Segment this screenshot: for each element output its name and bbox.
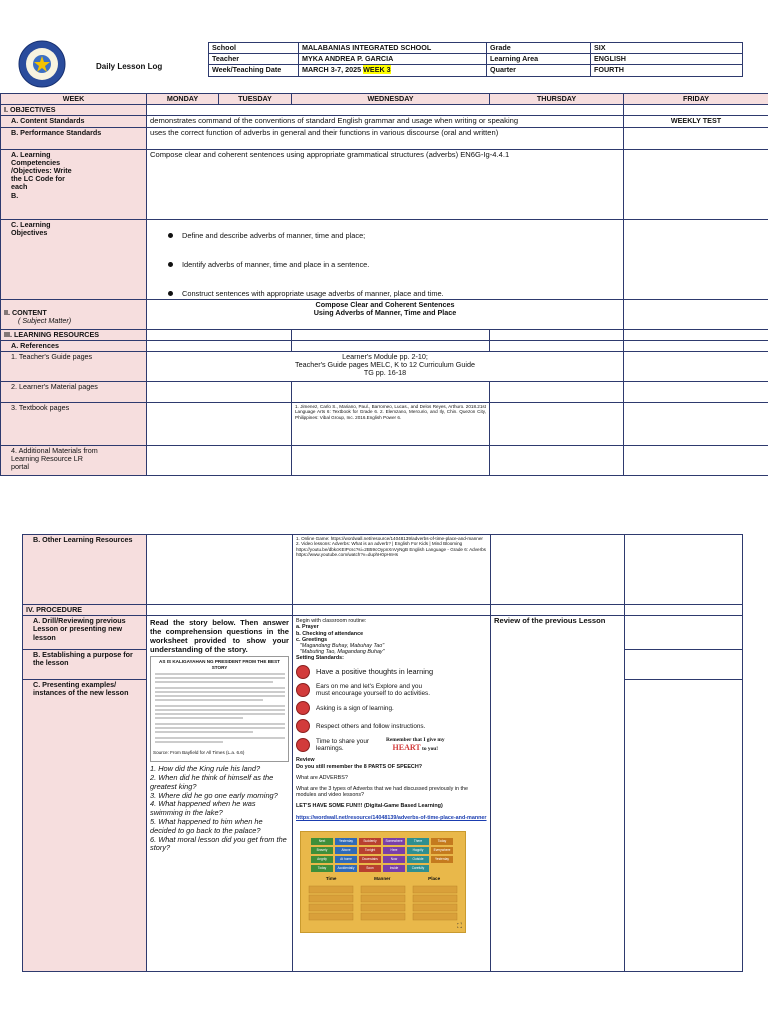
competencies-label-text: A. Learning Competencies /Objectives: Write the LC Code for each — [11, 149, 72, 192]
standard-text: Asking is a sign of learning. — [316, 704, 394, 712]
date-range: MARCH 3-7, 2025 — [302, 65, 362, 75]
additional-label-text: 4. Additional Materials from Learning Resource LR portal — [11, 446, 98, 472]
red-bullet-icon — [296, 683, 310, 697]
school-label: School — [209, 43, 299, 54]
routine-a: a. Prayer — [296, 624, 319, 631]
game-word-tile[interactable]: Next — [311, 838, 333, 845]
story-title: AS IS KALIGAYAHAN NG PRESIDENT FROM THE BEST STORY — [159, 659, 280, 670]
game-word-tile[interactable]: Here — [383, 847, 405, 854]
col-monday: MONDAY — [147, 94, 219, 105]
game-word-tile[interactable]: Inside — [383, 865, 405, 872]
textbook-label: 3. Textbook pages — [1, 403, 147, 446]
learning-objectives — [147, 219, 624, 299]
weekly-test: WEEKLY TEST — [624, 116, 768, 127]
tg-label-text: 1. Teacher's Guide pages — [11, 352, 93, 362]
three-types: What are the 3 types of Adverbs that we had discussed previously in the modules and video lessons? — [296, 786, 468, 799]
col-tuesday: TUESDAY — [219, 94, 292, 105]
to-you: to you! — [422, 746, 439, 753]
lm-label-text: 2. Learner's Material pages — [11, 382, 98, 392]
game-word-tile[interactable]: Happily — [407, 847, 429, 854]
game-word-tile[interactable]: Everywhere — [431, 847, 453, 854]
content-sub: ( Subject Matter) — [18, 315, 72, 325]
heart-note — [386, 737, 445, 753]
deped-seal — [18, 40, 66, 88]
col-friday: FRIDAY — [624, 94, 768, 105]
question-item: 2. When did he think of himself as the greatest king? — [150, 773, 274, 791]
grade-label: Grade — [487, 43, 591, 54]
drill-label: A. Drill/Reviewing previous Lesson or presenting new lesson — [23, 616, 147, 650]
objective-item: Identify adverbs of manner, time and place in a sentence. — [168, 260, 620, 269]
standard-text: Time to share your learnings. — [316, 738, 370, 753]
header-table — [208, 42, 743, 77]
competencies-label — [1, 149, 147, 219]
red-bullet-icon — [296, 701, 310, 715]
story-image — [150, 656, 289, 762]
references-label: A. References — [1, 340, 147, 351]
question-item: 3. Where did he go one early morning? — [150, 790, 278, 800]
objective-item: Construct sentences with appropriate usage adverbs of manner, place and time. — [168, 289, 620, 298]
standard-text: Ears on me and let's Explore and you must encourage yourself to do activities. — [316, 682, 431, 698]
question-item: 1. How did the King rule his land? — [150, 764, 261, 774]
teacher-value: MYKA ANDREA P. GARCIA — [299, 54, 487, 65]
learning-area-label: Learning Area — [487, 54, 591, 65]
monday-activity — [147, 616, 293, 972]
standard-item — [296, 719, 487, 733]
standard-item — [296, 665, 487, 679]
competencies-b: B. — [11, 190, 19, 200]
routine-b: b. Checking of attendance — [296, 630, 364, 637]
game-link-wrap — [296, 815, 487, 821]
week-label: Week/Teaching Date — [209, 65, 299, 76]
game-word-tile[interactable]: Yesterday — [335, 838, 357, 845]
standard-item — [296, 701, 487, 715]
red-bullet-icon — [296, 738, 310, 752]
game-word-tile[interactable]: Somewhere — [383, 838, 405, 845]
lm-label — [1, 382, 147, 403]
game-word-tile[interactable]: There — [407, 838, 429, 845]
week-highlight: WEEK 3 — [363, 65, 391, 75]
other-resources-label: B. Other Learning Resources — [23, 535, 147, 605]
game-columns — [307, 876, 459, 881]
game-word-tile[interactable]: Now — [383, 856, 405, 863]
tg-label — [1, 352, 147, 382]
monday-intro: Read the story below. Then answer the comprehension questions in the worksheet provided to show your understanding of the story. — [150, 618, 289, 655]
learning-objectives-label-text: C. Learning Objectives — [11, 219, 51, 237]
questions-list — [150, 765, 289, 853]
additional-label — [1, 446, 147, 476]
standard-text: Respect others and follow instructions. — [316, 722, 426, 730]
game-word-tile[interactable]: Angrily — [311, 856, 333, 863]
greet2: "Mabuting Tao, Magandang Buhay" — [300, 649, 385, 656]
lesson-table-page2 — [22, 534, 743, 972]
game-word-tile[interactable]: Today — [431, 838, 453, 845]
standard-item — [296, 737, 487, 753]
tg-line1: Learner's Module pp. 2-10; — [342, 352, 428, 362]
content-standards-text: demonstrates command of the conventions of standard English grammar and usage when writing or speaking — [147, 116, 624, 127]
red-bullet-icon — [296, 665, 310, 679]
wednesday-activity — [293, 616, 491, 972]
game-word-tile[interactable]: At home — [335, 856, 357, 863]
school-value: MALABANIAS INTEGRATED SCHOOL — [299, 43, 487, 54]
fullscreen-icon[interactable]: ⛶ — [457, 922, 462, 930]
week-value — [299, 65, 487, 76]
question-item: 4. What happened when he was swimming in the lake? — [150, 799, 256, 818]
game-word-tile[interactable]: Carefully — [407, 865, 429, 872]
col-thursday: THURSDAY — [490, 94, 624, 105]
tg-line2: Teacher's Guide pages MELC, K to 12 Curriculum Guide — [295, 360, 475, 370]
game-drop-slots — [307, 884, 459, 928]
review-heading: Review — [296, 757, 315, 764]
remember-note: Remember that I give my — [386, 737, 445, 744]
tg-text — [147, 352, 624, 382]
question-item: 5. What happened to him when he decided to go back to the palace? — [150, 816, 263, 835]
procedure-label: IV. PROCEDURE — [23, 605, 147, 616]
game-word-tile[interactable]: Yesterday — [431, 856, 453, 863]
content-label: II. CONTENT — [4, 307, 47, 317]
teacher-label: Teacher — [209, 54, 299, 65]
competencies-text: Compose clear and coherent sentences using appropriate grammatical structures (adverbs) EN6G-Ig-4.4.1 — [147, 149, 624, 219]
routine-c: c. Greetings — [296, 636, 328, 643]
game-word-tile[interactable]: Accidentally — [335, 865, 357, 872]
game-word-tile[interactable]: Outside — [407, 856, 429, 863]
game-word-tile[interactable]: Downstairs — [359, 856, 381, 863]
quarter-value: FOURTH — [591, 65, 743, 76]
game-word-tile[interactable]: Today — [311, 865, 333, 872]
game-word-tile[interactable]: Bravely — [311, 847, 333, 854]
col-wednesday: WEDNESDAY — [292, 94, 490, 105]
question-item: 6. What moral lesson did you get from the story? — [150, 834, 287, 853]
learning-objectives-label — [1, 219, 147, 299]
objectives-heading: I. OBJECTIVES — [1, 105, 147, 116]
standard-text: Have a positive thoughts in learning — [316, 666, 434, 676]
textbook-text: 1. Jimenez, Carlo S., Mariano, Paul., Barromeo, Lucas., and Delos Reyes, Arthuro. 2018.21st Language Arts 6: Textbook for Grade 6. 2. Elemzano, Mercurio, and Ily, Chin. Quezon City, Philippines: Vibal Group, Inc. 2016.English Power 6. — [292, 403, 490, 446]
greet1: "Magandang Buhay, Mabuhay Tao" — [300, 643, 385, 650]
col-week: WEEK — [1, 94, 147, 105]
what-adverbs: What are ADVERBS? — [296, 774, 348, 781]
content-standards-label: A. Content Standards — [1, 116, 147, 127]
review-question: Do you still remember the 8 PARTS OF SPEECH? — [296, 763, 423, 770]
other-resources-text: 1. Online Game: https://wordwall.net/resource/14048139/adverbs-of-time-place-and-manner 2. Video lessons: Adverbs: What is an adverb? | English For Kids | Mind Blooming https://youtu.be/dbkcKEIPcsc?si=2B59cOypnXnVyNgB English Language - Grade 6: Adverbs https://www.youtube.com/watch?v=duphH0pHnHs — [293, 535, 491, 605]
game-word-grid — [311, 838, 455, 872]
content-title-text: Compose Clear and Coherent Sentences Using Adverbs of Manner, Time and Place — [313, 299, 457, 317]
content-title — [147, 299, 624, 329]
document-title: Daily Lesson Log — [96, 62, 163, 71]
performance-text: uses the correct function of adverbs in general and their functions in various discourse (oral and written) — [147, 127, 624, 149]
examples-label: C. Presenting examples/ instances of the new lesson — [23, 680, 147, 972]
game-word-tile[interactable]: Above — [335, 847, 357, 854]
tg-line3: TG pp. 16-18 — [363, 368, 407, 378]
red-bullet-icon — [296, 719, 310, 733]
thursday-review: Review of the previous Lesson — [491, 616, 625, 972]
content-label-cell — [1, 299, 147, 329]
setting-standards: Setting Standards: — [296, 655, 344, 662]
fun-heading: LET'S HAVE SOME FUN!!! (Digital-Game Based Learning) — [296, 803, 443, 810]
objective-item: Define and describe adverbs of manner, time and place; — [168, 231, 620, 240]
grade-value: SIX — [591, 43, 743, 54]
standard-item — [296, 683, 487, 698]
game-col-time: Time — [325, 875, 337, 881]
game-word-tile[interactable]: Tonight — [359, 847, 381, 854]
game-word-tile[interactable]: Soon — [359, 865, 381, 872]
heart-word: HEART — [392, 743, 421, 753]
resources-label: III. LEARNING RESOURCES — [1, 329, 147, 340]
purpose-label: B. Establishing a purpose for the lesson — [23, 650, 147, 680]
standards-list — [296, 665, 487, 754]
game-col-manner: Manner — [374, 875, 391, 881]
routine-intro: Begin with classroom routine: — [296, 618, 367, 625]
story-caption: Source: From Bayfield for All Times (L.a. 6.6) — [153, 750, 245, 756]
game-screenshot — [300, 831, 466, 933]
quarter-label: Quarter — [487, 65, 591, 76]
game-word-tile[interactable]: Suddenly — [359, 838, 381, 845]
story-text-lines — [153, 670, 287, 748]
game-col-place: Place — [428, 875, 441, 881]
performance-label: B. Performance Standards — [1, 127, 147, 149]
game-link[interactable]: https://wordwall.net/resource/14048139/adverbs-of-time-place-and-manner — [296, 814, 487, 821]
learning-area-value: ENGLISH — [591, 54, 743, 65]
lesson-table-page1 — [0, 93, 768, 476]
